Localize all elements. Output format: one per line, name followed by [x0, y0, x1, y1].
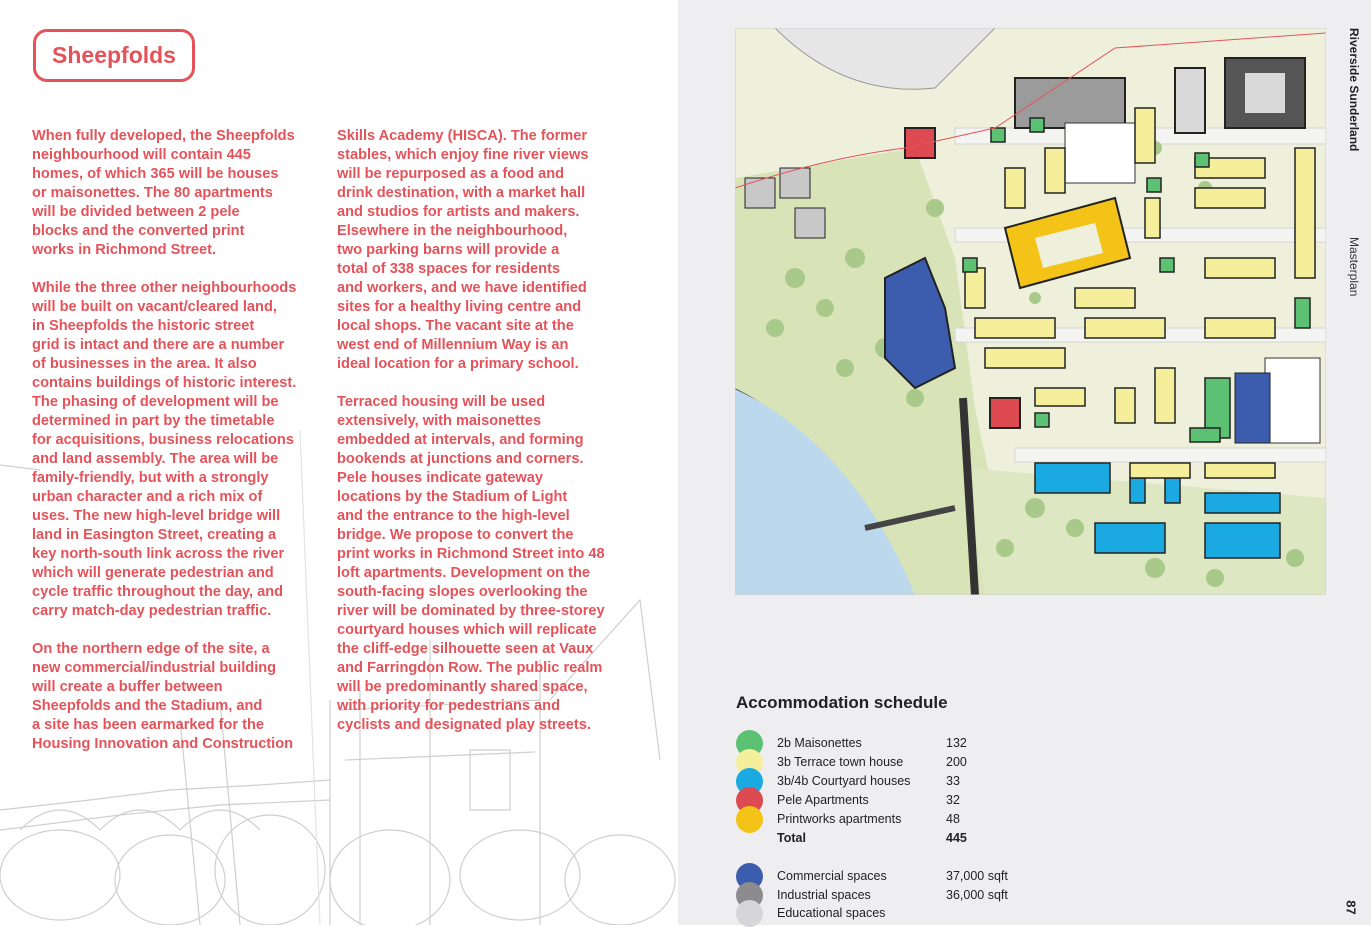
schedule-value: 132 — [946, 736, 967, 750]
schedule-row — [736, 755, 1036, 774]
schedule-row — [736, 774, 1036, 793]
schedule-value: 48 — [946, 812, 960, 826]
schedule-row — [736, 888, 1036, 907]
schedule-value: 37,000 sqft — [946, 869, 1008, 883]
schedule-row — [736, 793, 1036, 812]
schedule-value: 36,000 sqft — [946, 888, 1008, 902]
schedule-row — [736, 812, 1036, 831]
body-column-2 — [337, 127, 637, 754]
schedule-label: 3b Terrace town house — [777, 755, 904, 769]
schedule-title: Accommodation schedule — [736, 693, 948, 712]
masterplan-map — [735, 28, 1326, 595]
body-paragraph: When fully developed, the Sheepfolds neighbourhood will contain 445 homes, of which 365 will be houses or maisonettes. The 80 apartments will be divided between 2 pele blocks and the converted print works in Richmond Street. — [32, 128, 295, 258]
schedule-row — [736, 906, 1036, 925]
side-section: Masterplan — [1347, 237, 1361, 297]
educational-color-dot — [736, 900, 763, 927]
body-paragraph: Terraced housing will be used extensively, with maisonettes embedded at intervals, and forming bookends at junctions and corners. Pele houses indicate gateway locations by the Stadium of Light and the entrance to the high-level bridge. We propose to convert the print works in Richmond Street into 48 loft apartments. Development on the south-facing slopes overlooking the river will be dominated by three-storey courtyard houses which will replicate the cliff-edge silhouette seen at Vaux and Farringdon Row. The public realm will be predominantly shared space, with priority for pedestrians and cyclists and designated play streets. — [337, 394, 605, 733]
schedule-value: 33 — [946, 774, 960, 788]
page-title: Sheepfolds — [33, 29, 195, 82]
schedule-label: Printworks apartments — [777, 812, 902, 826]
schedule-label: Commercial spaces — [777, 869, 887, 883]
schedule-label: 3b/4b Courtyard houses — [777, 774, 911, 788]
side-title: Riverside Sunderland — [1347, 28, 1361, 152]
schedule-total-row — [736, 831, 1036, 850]
printworks-color-dot — [736, 806, 763, 833]
schedule-label: 2b Maisonettes — [777, 736, 862, 750]
schedule-label: Pele Apartments — [777, 793, 869, 807]
body-column-1 — [32, 127, 332, 773]
schedule-total-value: 445 — [946, 831, 967, 845]
schedule-total-label: Total — [777, 831, 806, 845]
schedule-row — [736, 869, 1036, 888]
schedule-value: 200 — [946, 755, 967, 769]
body-paragraph: While the three other neighbourhoods will be built on vacant/cleared land, in Sheepfolds the historic street grid is intact and there are a number of businesses in the area. It also contains buildings of historic interest. The phasing of development will be determined in part by the timetable for acquisitions, business relocations and land assembly. The area will be family-friendly, but with a strongly urban character and a rich mix of uses. The new high-level bridge will land in Easington Street, creating a key north-south link across the river which will generate pedestrian and cycle traffic throughout the day, and carry match-day pedestrian traffic. — [32, 280, 297, 619]
body-paragraph: On the northern edge of the site, a new commercial/industrial building will create a buffer between Sheepfolds and the Stadium, and a site has been earmarked for the Housing Innovation and Construction — [32, 641, 294, 752]
schedule-label: Educational spaces — [777, 906, 886, 920]
page-number: 87 — [1343, 900, 1359, 915]
body-paragraph: Skills Academy (HISCA). The former stables, which enjoy fine river views will be repurposed as a food and drink destination, with a market hall and studios for artists and makers. Elsewhere in the neighbourhood, two parking barns will provide a total of 338 spaces for residents and workers, and we have identified sites for a healthy living centre and local shops. The vacant site at the west end of Millennium Way is an ideal location for a primary school. — [337, 128, 589, 372]
schedule-value: 32 — [946, 793, 960, 807]
left-page — [0, 0, 678, 925]
schedule-label: Industrial spaces — [777, 888, 871, 902]
schedule-row — [736, 736, 1036, 755]
